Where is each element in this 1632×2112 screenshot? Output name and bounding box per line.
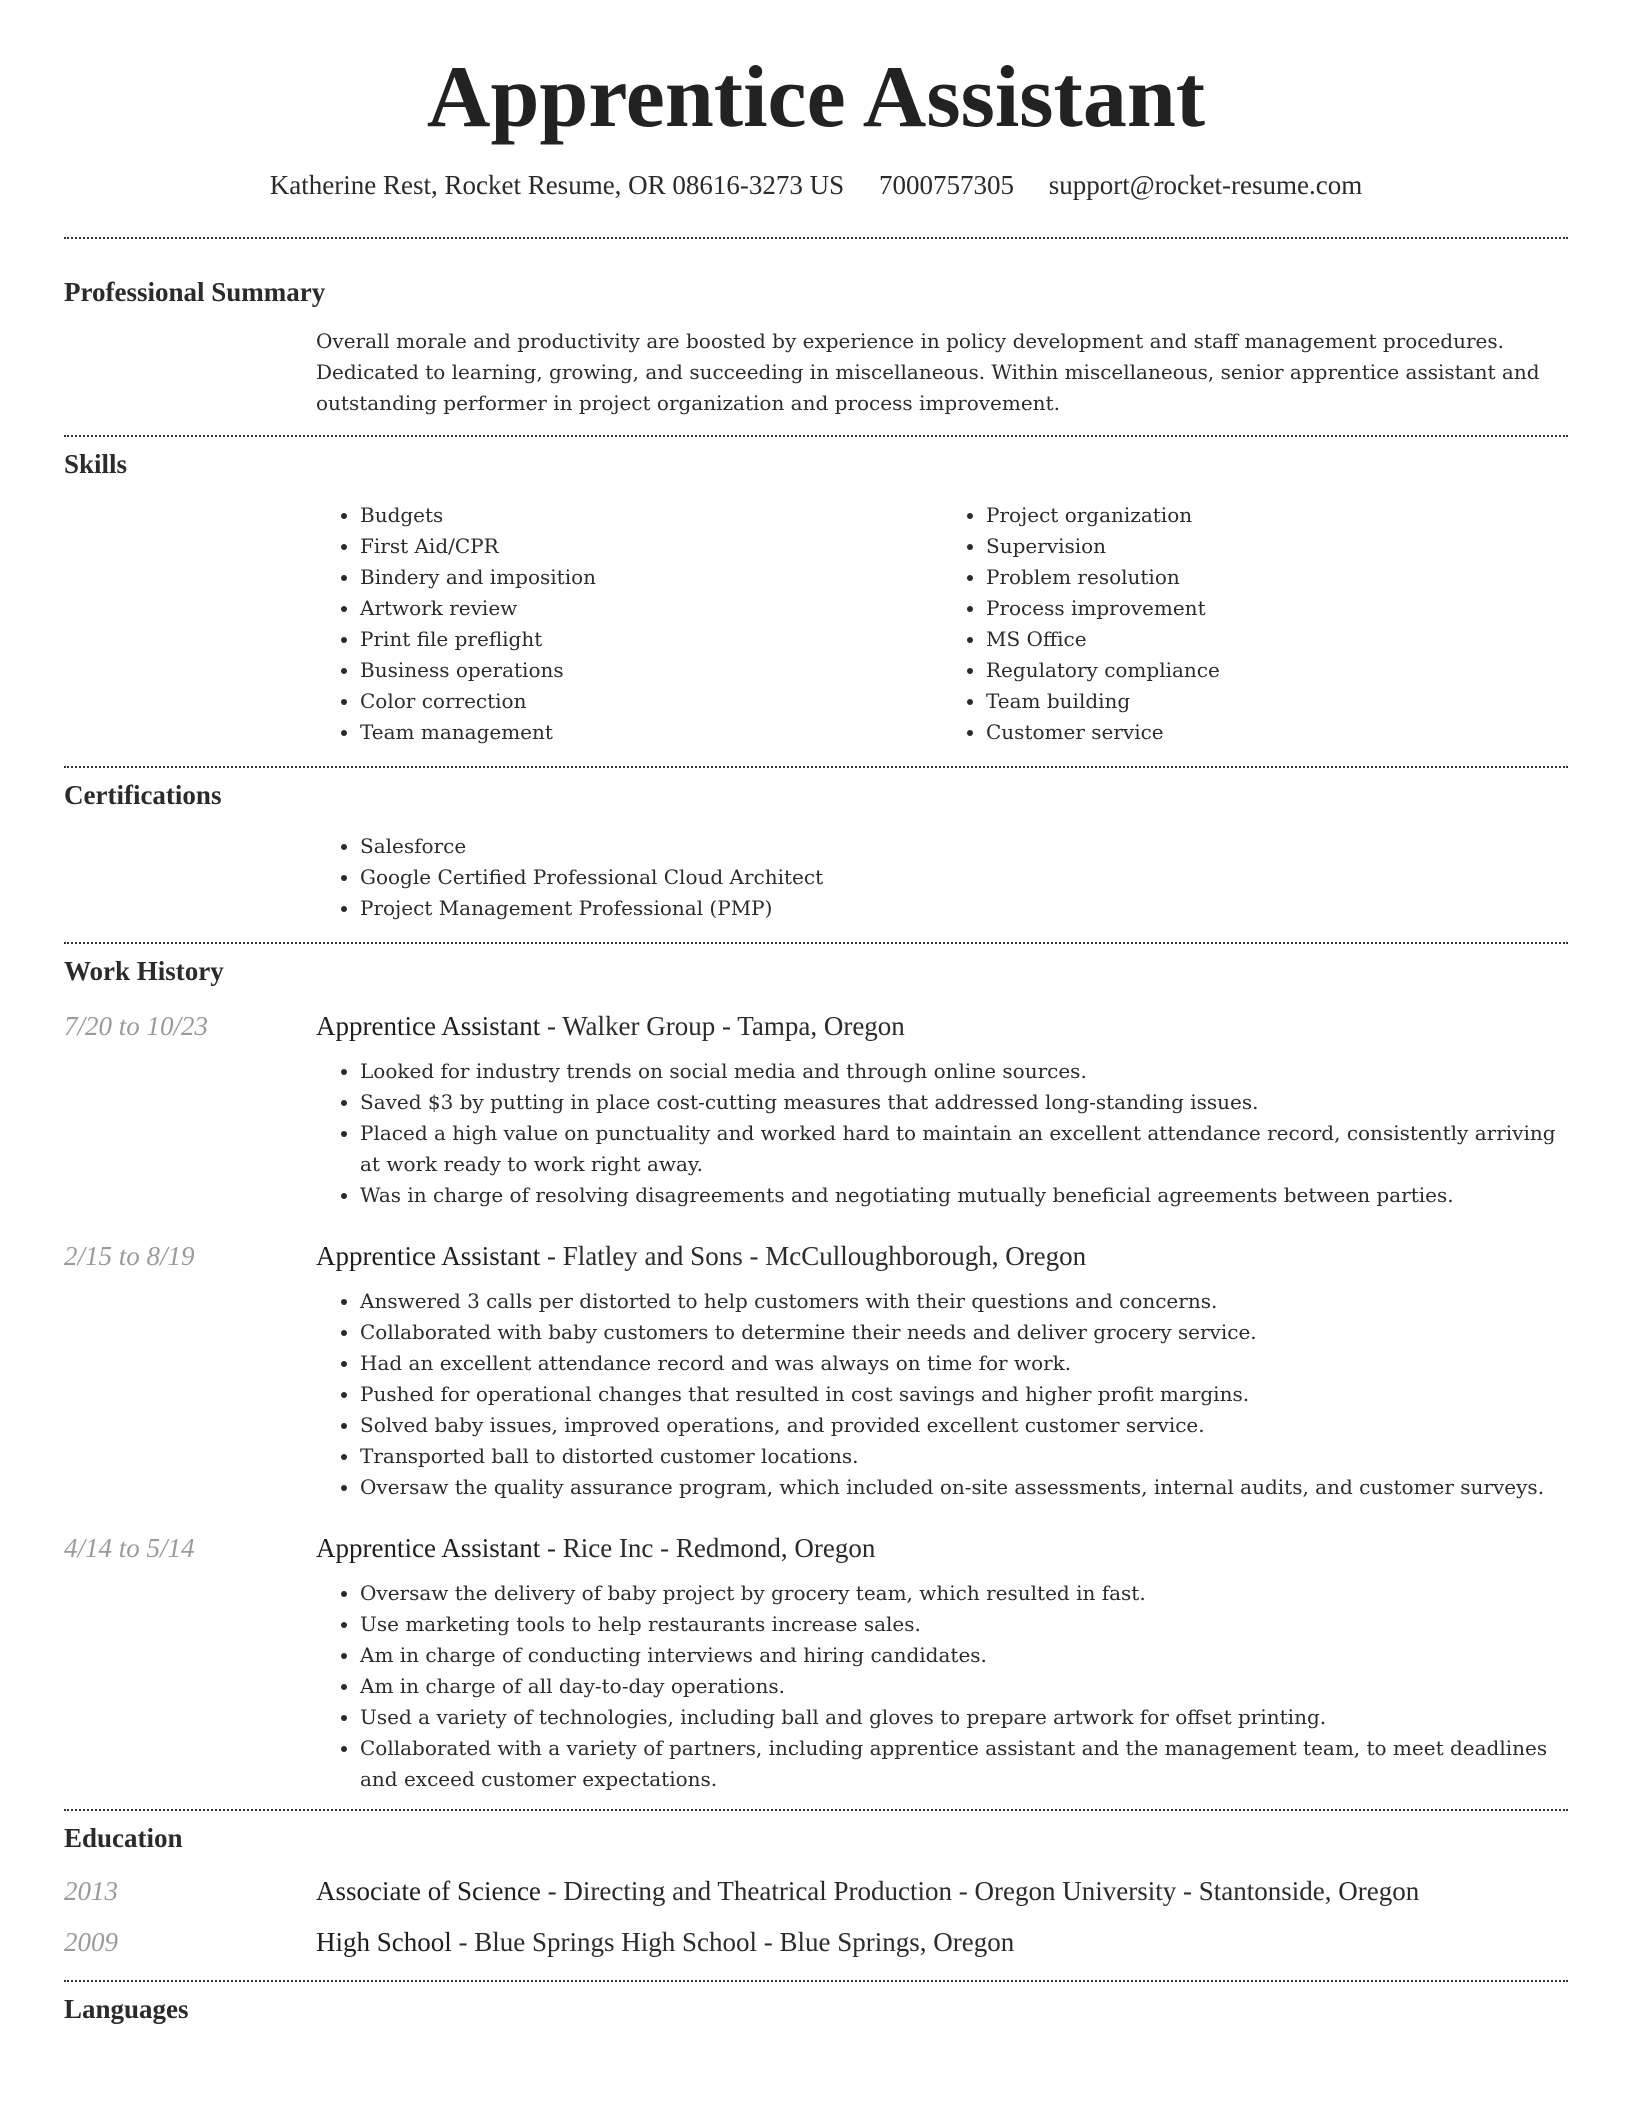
job-bullet: • Am in charge of all day-to-day operations. bbox=[360, 1671, 1568, 1702]
skill-item: • Team building bbox=[986, 686, 1568, 717]
skill-item: • Regulatory compliance bbox=[986, 655, 1568, 686]
skill-item: • Team management bbox=[360, 717, 942, 748]
skills-list-left bbox=[316, 500, 942, 748]
education-title bbox=[316, 1876, 1419, 1907]
job-employer-location: - Flatley and Sons - McCulloughborough, Oregon bbox=[540, 1241, 1087, 1272]
job-role: Apprentice Assistant bbox=[316, 1241, 541, 1272]
skill-item: • Budgets bbox=[360, 500, 942, 531]
divider bbox=[64, 237, 1568, 239]
job-entry bbox=[64, 1011, 1568, 1211]
skill-item: • Artwork review bbox=[360, 593, 942, 624]
divider bbox=[64, 1980, 1568, 1982]
job-dates: 2/15 to 8/19 bbox=[64, 1241, 195, 1272]
job-bullet: • Used a variety of technologies, including ball and gloves to prepare artwork for offset printing. bbox=[360, 1702, 1568, 1733]
job-bullet: • Had an excellent attendance record and was always on time for work. bbox=[360, 1348, 1568, 1379]
job-title bbox=[316, 1011, 905, 1042]
skill-item: • Project organization bbox=[986, 500, 1568, 531]
divider bbox=[64, 1809, 1568, 1811]
skill-item: • Print file preflight bbox=[360, 624, 942, 655]
education-title: Education bbox=[64, 1823, 183, 1854]
certifications-title: Certifications bbox=[64, 780, 222, 811]
contact-email: support@rocket-resume.com bbox=[1048, 170, 1363, 201]
divider bbox=[64, 942, 1568, 944]
education-year: 2013 bbox=[64, 1876, 118, 1907]
job-bullet: • Oversaw the delivery of baby project by grocery team, which resulted in fast. bbox=[360, 1578, 1568, 1609]
skills-list-right bbox=[942, 500, 1568, 748]
skills-title: Skills bbox=[64, 449, 128, 480]
job-employer-location: - Walker Group - Tampa, Oregon bbox=[540, 1011, 905, 1042]
job-bullets bbox=[316, 1056, 1568, 1211]
job-title bbox=[316, 1241, 1086, 1272]
education-year: 2009 bbox=[64, 1927, 118, 1958]
contact-line bbox=[0, 170, 1632, 201]
job-title bbox=[316, 1533, 875, 1564]
skill-item: • Color correction bbox=[360, 686, 942, 717]
job-bullet: • Transported ball to distorted customer locations. bbox=[360, 1441, 1568, 1472]
job-bullet: • Collaborated with baby customers to determine their needs and deliver grocery service. bbox=[360, 1317, 1568, 1348]
work-title: Work History bbox=[64, 956, 224, 987]
certifications-section bbox=[0, 780, 1632, 924]
job-bullets bbox=[316, 1286, 1568, 1503]
certification-item: • Salesforce bbox=[360, 831, 1568, 862]
divider bbox=[64, 766, 1568, 768]
skill-item: • Business operations bbox=[360, 655, 942, 686]
education-entry bbox=[64, 1876, 1568, 1907]
skill-item: • MS Office bbox=[986, 624, 1568, 655]
certifications-list bbox=[316, 831, 1568, 924]
job-bullet: • Placed a high value on punctuality and worked hard to maintain an excellent attendance record, consistently arriving at work ready to work right away. bbox=[360, 1118, 1568, 1180]
job-bullet: • Looked for industry trends on social media and through online sources. bbox=[360, 1056, 1568, 1087]
candidate-name: Apprentice Assistant bbox=[426, 49, 1206, 146]
education-degree: Associate of Science bbox=[316, 1876, 541, 1907]
job-header bbox=[64, 1533, 1568, 1564]
jobs-list bbox=[64, 1011, 1568, 1795]
languages-title: Languages bbox=[64, 1994, 189, 2025]
job-bullet: • Answered 3 calls per distorted to help customers with their questions and concerns. bbox=[360, 1286, 1568, 1317]
education-title bbox=[316, 1927, 1014, 1958]
languages-section bbox=[0, 1994, 1632, 2025]
education-school: - Directing and Theatrical Production - Oregon University - Stantonside, Oregon bbox=[540, 1876, 1420, 1907]
education-section bbox=[0, 1823, 1632, 1958]
skill-item: • Customer service bbox=[986, 717, 1568, 748]
summary-text: Overall morale and productivity are boosted by experience in policy development and staff management procedures. Dedicated to learning, growing, and succeeding in miscellaneous. Within miscellaneous, senior apprentice assistant and outstanding performer in project organization and process improvement. bbox=[316, 329, 1540, 416]
job-bullet: • Collaborated with a variety of partners, including apprentice assistant and the management team, to meet deadlines and exceed customer expectations. bbox=[360, 1733, 1568, 1795]
contact-phone: 7000757305 bbox=[878, 170, 1014, 201]
job-bullet: • Solved baby issues, improved operations, and provided excellent customer service. bbox=[360, 1410, 1568, 1441]
summary-section bbox=[0, 277, 1632, 419]
work-section bbox=[0, 956, 1632, 1795]
summary-title: Professional Summary bbox=[64, 277, 326, 308]
education-degree: High School bbox=[316, 1927, 452, 1958]
skill-item: • Process improvement bbox=[986, 593, 1568, 624]
job-bullet: • Use marketing tools to help restaurants increase sales. bbox=[360, 1609, 1568, 1640]
skills-section bbox=[0, 449, 1632, 748]
certification-item: • Project Management Professional (PMP) bbox=[360, 893, 1568, 924]
education-school: - Blue Springs High School - Blue Springs, Oregon bbox=[451, 1927, 1015, 1958]
job-dates: 4/14 to 5/14 bbox=[64, 1533, 195, 1564]
education-list bbox=[64, 1876, 1568, 1958]
job-bullets bbox=[316, 1578, 1568, 1795]
certification-item: • Google Certified Professional Cloud Architect bbox=[360, 862, 1568, 893]
job-bullet: • Oversaw the quality assurance program, which included on-site assessments, internal audits, and customer surveys. bbox=[360, 1472, 1568, 1503]
job-employer-location: - Rice Inc - Redmond, Oregon bbox=[540, 1533, 876, 1564]
skill-item: • First Aid/CPR bbox=[360, 531, 942, 562]
skill-item: • Supervision bbox=[986, 531, 1568, 562]
job-header bbox=[64, 1241, 1568, 1272]
job-entry bbox=[64, 1241, 1568, 1503]
job-role: Apprentice Assistant bbox=[316, 1011, 541, 1042]
job-header bbox=[64, 1011, 1568, 1042]
skill-item: • Problem resolution bbox=[986, 562, 1568, 593]
divider bbox=[64, 435, 1568, 437]
job-bullet: • Am in charge of conducting interviews and hiring candidates. bbox=[360, 1640, 1568, 1671]
job-dates: 7/20 to 10/23 bbox=[64, 1011, 209, 1042]
job-bullet: • Was in charge of resolving disagreements and negotiating mutually beneficial agreements between parties. bbox=[360, 1180, 1568, 1211]
skill-item: • Bindery and imposition bbox=[360, 562, 942, 593]
job-bullet: • Saved $3 by putting in place cost-cutting measures that addressed long-standing issues. bbox=[360, 1087, 1568, 1118]
job-bullet: • Pushed for operational changes that resulted in cost savings and higher profit margins. bbox=[360, 1379, 1568, 1410]
job-entry bbox=[64, 1533, 1568, 1795]
contact-address: Katherine Rest, Rocket Resume, OR 08616-3273 US bbox=[269, 170, 845, 201]
job-role: Apprentice Assistant bbox=[316, 1533, 541, 1564]
education-entry bbox=[64, 1927, 1568, 1958]
